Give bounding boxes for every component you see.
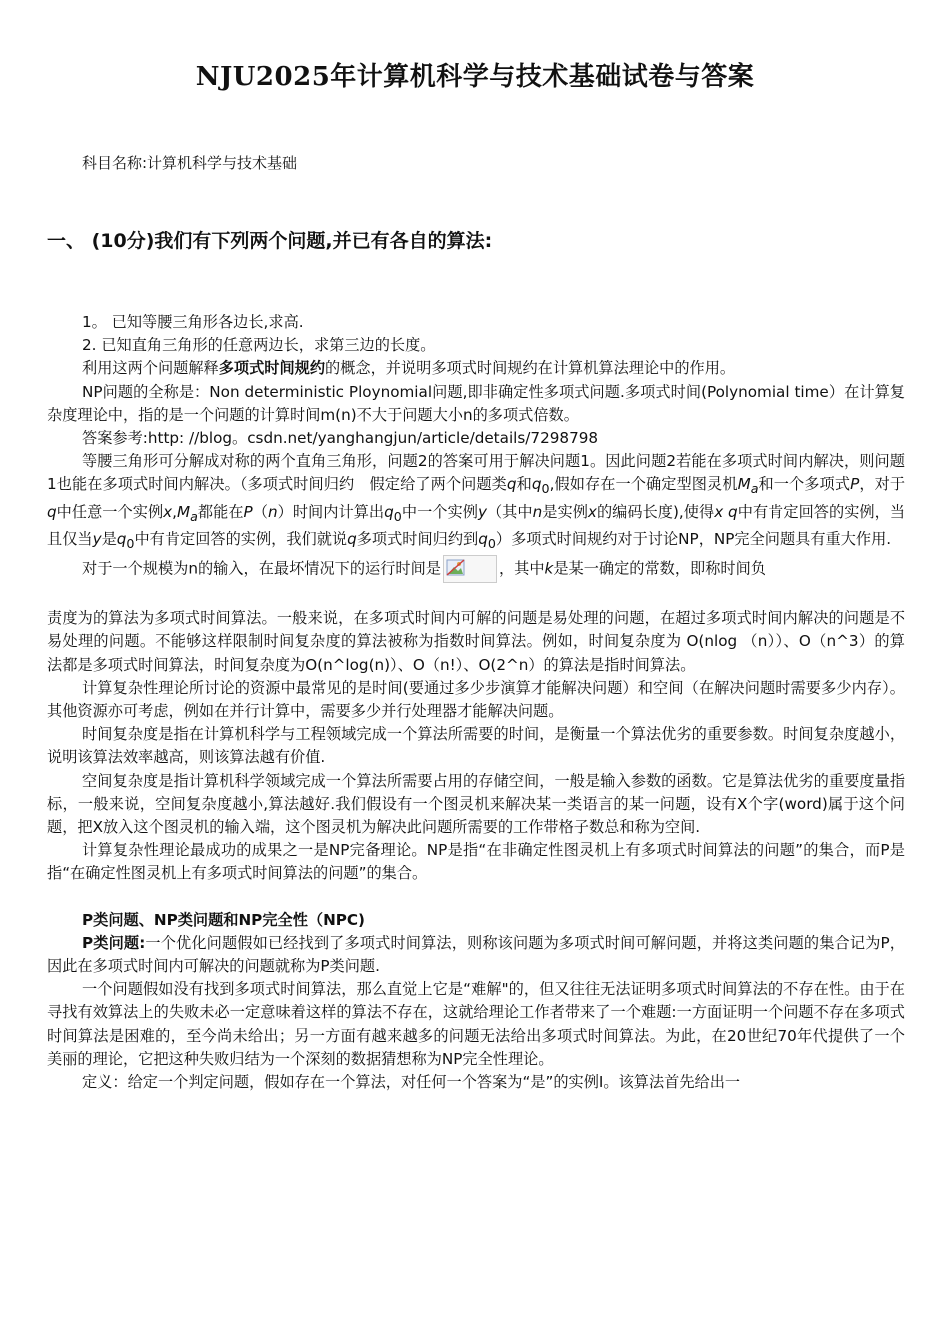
section-heading: 一、 (10分)我们有下列两个问题,并已有各自的算法:: [47, 230, 493, 252]
intro-keyword: 多项式时间规约: [218, 359, 325, 378]
problem-item-2: 2. 已知直角三角形的任意两边长，求第三边的长度。: [82, 336, 436, 355]
sub-heading: P类问题、NP类问题和NP完全性（NPC): [82, 910, 365, 929]
formula-spacer: [47, 583, 905, 607]
document-body: [47, 311, 905, 1094]
intro-text-end: 的概念，并说明多项式时间规约在计算机算法理论中的作用。: [325, 359, 736, 378]
np-definition: NP问题的全称是：Non deterministic Ploynomial问题,即非确定性多项式问题.多项式时间(Polynomial time）在计算复杂度理论中，指的是一个问题的计算时间m(n)不大于问题大小n的多项式倍数。: [47, 382, 905, 424]
hard-problem-paragraph: 一个问题假如没有找到多项式时间算法，那么直觉上它是“难解"的，但又往往无法证明多项式时间算法的不存在性。由于在寻找有效算法上的失败未必一定意味着这样的算法不存在，这就给理论工作者带来了一个难题:一方面证明一个问题不存在多项式时间算法是困难的，至今尚未给出；另一方面有越来越多的问题无法给出多项式时间算法。为此，在20世纪70年代提供了一个美丽的理论，它把这种失败归结为一个深刻的数据猜想称为NP完全性理论。: [47, 980, 905, 1068]
question-intro: [47, 357, 905, 380]
time-complexity-paragraph: 时间复杂度是指在计算机科学与工程领域完成一个算法所需要的时间，是衡量一个算法优劣的重要参数。时间复杂度越小，说明该算法效率越高，则该算法越有价值.: [47, 725, 905, 767]
polynomial-paragraph: 责度为的算法为多项式时间算法。一般来说，在多项式时间内可解的问题是易处理的问题，在超过多项式时间内解决的问题是不易处理的问题。不能够这样限制时间复杂度的算法被称为指数时间算法。例如，时间复杂度为 O(nlog （n））、O（n^3）的算法都是多项式时间算法，时间复杂度为O(n^log(n)）、O（n!）、O(2^n）的算法是指时间算法。: [47, 609, 905, 674]
definition-paragraph: 定义：给定一个判定问题，假如存在一个算法，对任何一个答案为“是”的实例Ⅰ。该算法首先给出一: [82, 1072, 741, 1091]
resource-paragraph: 计算复杂性理论所讨论的资源中最常见的是时间(要通过多少步演算才能解决问题）和空间（在解决问题时需要多少内存）。其他资源亦可考虑，例如在并行计算中，需要多少并行处理器才能解决问题。: [47, 678, 905, 720]
intro-text: 利用这两个问题解释: [82, 359, 219, 378]
paragraph-gap: [47, 886, 905, 909]
np-complete-paragraph: 计算复杂性理论最成功的成果之一是NP完备理论。NP是指“在非确定性图灵机上有多项式时间算法的问题”的集合，而P是指“在确定性图灵机上有多项式时间算法的问题”的集合。: [47, 841, 905, 883]
subject-line: 科目名称:计算机科学与技术基础: [82, 154, 298, 172]
broken-image-icon: [443, 555, 497, 583]
worst-case-line: 对于一个规模为n的输入，在最坏情况下的运行时间是 ，其中k是某一确定的常数，即称时间负: [47, 555, 905, 583]
reduction-paragraph: 等腰三角形可分解成对称的两个直角三角形，问题2的答案可用于解决问题1。因此问题2若能在多项式时间内解决，则问题1也能在多项式时间内解决。（多项式时间归约 假定给了两个问题类q和$q_0$,假如存在一个确定型图灵机$M_a$和一个多项式P，对于q中任意一个实例$x,M_a$都能在P（n）时间内计算出$q_0$中一个实例y（其中n是实例x的编码长度),使得x q中有肯定回答的实例，当且仅当y是$q_0$中有肯定回答的实例，我们就说q多项式时间归约到$q_0$）多项式时间规约对于讨论NP，NP完全问题具有重大作用.: [47, 452, 906, 551]
reference-link: 答案参考:http: //blog。csdn.net/yanghangjun/article/details/7298798: [82, 429, 599, 448]
problem-item-1: 1。 已知等腰三角形各边长,求高.: [82, 313, 304, 331]
space-complexity-paragraph: 空间复杂度是指计算机科学领域完成一个算法所需要占用的存储空间，一般是输入参数的函数。它是算法优劣的重要度量指标，一般来说，空间复杂度越小,算法越好.我们假设有一个图灵机来解决某一类语言的某一问题，设有X个字(word)属于这个问题，把X放入这个图灵机的输入端，这个图灵机为解决此问题所需要的工作带格子数总和称为空间.: [47, 771, 905, 836]
p-class-paragraph: P类问题:一个优化问题假如已经找到了多项式时间算法，则称该问题为多项式时间可解问题，并将这类问题的集合记为P，因此在多项式时间内可解决的问题就称为P类问题.: [47, 933, 905, 975]
page-title: NJU2025年计算机科学与技术基础试卷与答案: [195, 62, 755, 92]
